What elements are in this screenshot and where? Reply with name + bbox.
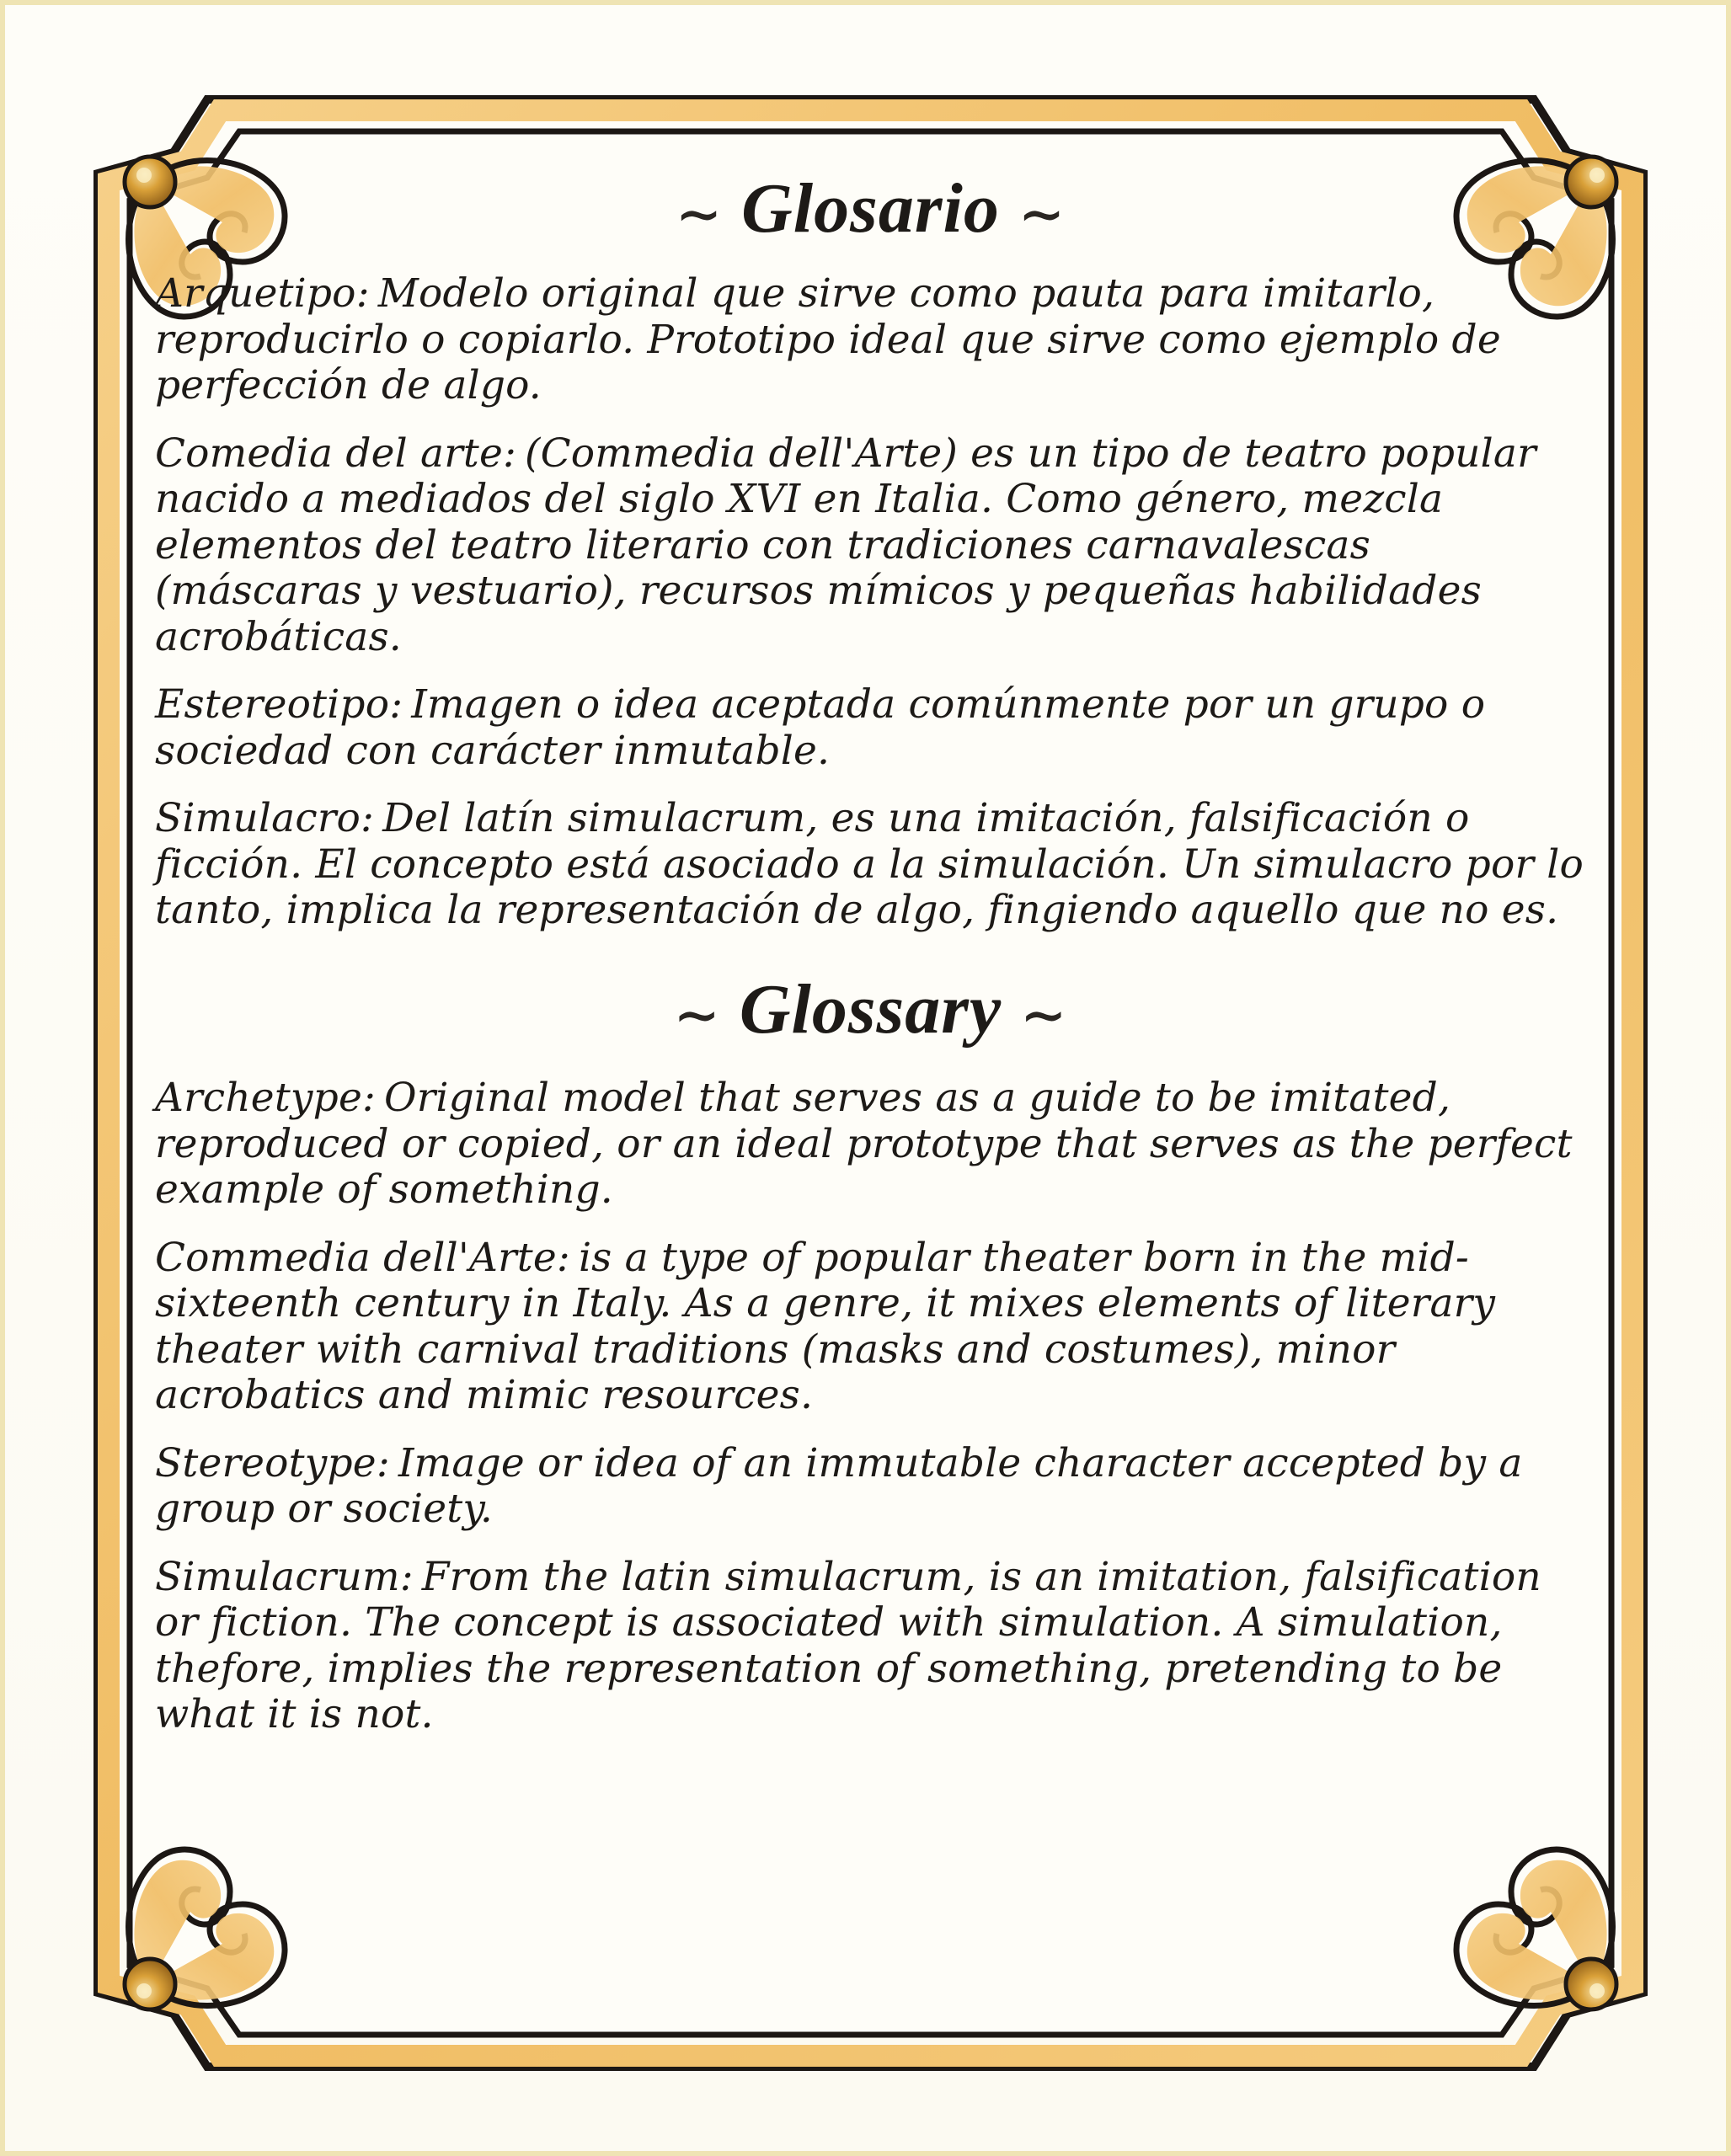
entry-definition: (Commedia dell'Arte) es un tipo de teatro popular nacido a mediados del siglo XVI en Italia. Como género, mezcla elementos del teatro literario con tradiciones carnavalescas (máscaras y vestuario), recursos mímicos y pequeñas habilidades acrobáticas. xyxy=(155,430,1536,660)
entry-term: Arquetipo xyxy=(155,270,356,318)
entry-definition: Image or idea of an immutable character accepted by a group or society. xyxy=(155,1439,1523,1533)
tilde-flourish-icon: ∼ xyxy=(675,184,724,247)
entry-term: Stereotype xyxy=(155,1439,377,1486)
entry-term: Archetype xyxy=(155,1075,362,1122)
entry-term: Comedia del arte xyxy=(155,430,503,477)
glosario-entry-arquetipo: Arquetipo: Modelo original que sirve como pauta para imitarlo, reproducirlo o copiarlo. Prototipo ideal que sirve como ejemplo de perfección de algo. xyxy=(155,270,1501,409)
entry-definition: Del latín simulacrum, es una imitación, falsificación o ficción. El concepto está asociado a la simulación. Un simulacro por lo tanto, implica la representación de algo, fingiendo aquello que no es. xyxy=(155,795,1584,934)
glosario-entry-estereotipo: Estereotipo: Imagen o idea aceptada comúnmente por un grupo o sociedad con carácter inmutable. xyxy=(155,681,1486,774)
entry-definition: From the latin simulacrum, is an imitation, falsification or fiction. The concept is associated with simulation. A simulation, thefore, implies the representation of something, pretending to be what it is not. xyxy=(155,1553,1541,1738)
title-glosario: ∼ Glosario ∼ xyxy=(675,169,1066,248)
glossary-entry-simulacrum: Simulacrum: From the latin simulacrum, is an imitation, falsification or fiction. The concept is associated with simulation. A simulation, thefore, implies the representation of something, pretending to be what it is not. xyxy=(155,1553,1541,1738)
glossary-entry-archetype: Archetype: Original model that serves as a guide to be imitated, reproduced or copied, or an ideal prototype that serves as the perfect example of something. xyxy=(155,1075,1573,1214)
entry-term: Simulacrum xyxy=(155,1553,400,1600)
tilde-flourish-icon: ∼ xyxy=(1018,184,1066,247)
entry-term: Estereotipo xyxy=(155,681,390,728)
tilde-flourish-icon: ∼ xyxy=(673,985,721,1047)
title-glossary: ∼ Glossary ∼ xyxy=(673,969,1068,1049)
glosario-entry-simulacro: Simulacro: Del latín simulacrum, es una imitación, falsificación o ficción. El concepto está asociado a la simulación. Un simulacro por lo tanto, implica la representación de algo, fingiendo aquello que no es. xyxy=(155,795,1584,934)
entry-term: Commedia dell'Arte xyxy=(155,1234,557,1281)
entry-term: Simulacro xyxy=(155,795,361,842)
entry-definition: Original model that serves as a guide to be imitated, reproduced or copied, or an ideal prototype that serves as the perfect example of something. xyxy=(155,1075,1573,1214)
glosario-entry-comedia-del-arte: Comedia del arte: (Commedia dell'Arte) es un tipo de teatro popular nacido a mediados del siglo XVI en Italia. Como género, mezcla elementos del teatro literario con tradiciones carnavalescas (máscaras y vestuario), recursos mímicos y pequeñas habilidades acrobáticas. xyxy=(155,430,1536,660)
glossary-entry-commedia: Commedia dell'Arte: is a type of popular theater born in the mid-sixteenth century in Italy. As a genre, it mixes elements of literary theater with carnival traditions (masks and costumes), minor acrobatics and mimic resources. xyxy=(155,1234,1496,1419)
glossary-content xyxy=(148,148,1593,2018)
tilde-flourish-icon: ∼ xyxy=(1020,985,1068,1047)
entry-definition: is a type of popular theater born in the mid-sixteenth century in Italy. As a genre, it mixes elements of literary theater with carnival traditions (masks and costumes), minor acrobatics and mimic resources. xyxy=(155,1234,1496,1419)
glossary-entry-stereotype: Stereotype: Image or idea of an immutable character accepted by a group or society. xyxy=(155,1439,1523,1533)
entry-definition: Imagen o idea aceptada comúnmente por un grupo o sociedad con carácter inmutable. xyxy=(155,681,1486,774)
entry-definition: Modelo original que sirve como pauta para imitarlo, reproducirlo o copiarlo. Prototipo ideal que sirve como ejemplo de perfección de algo. xyxy=(155,270,1501,409)
